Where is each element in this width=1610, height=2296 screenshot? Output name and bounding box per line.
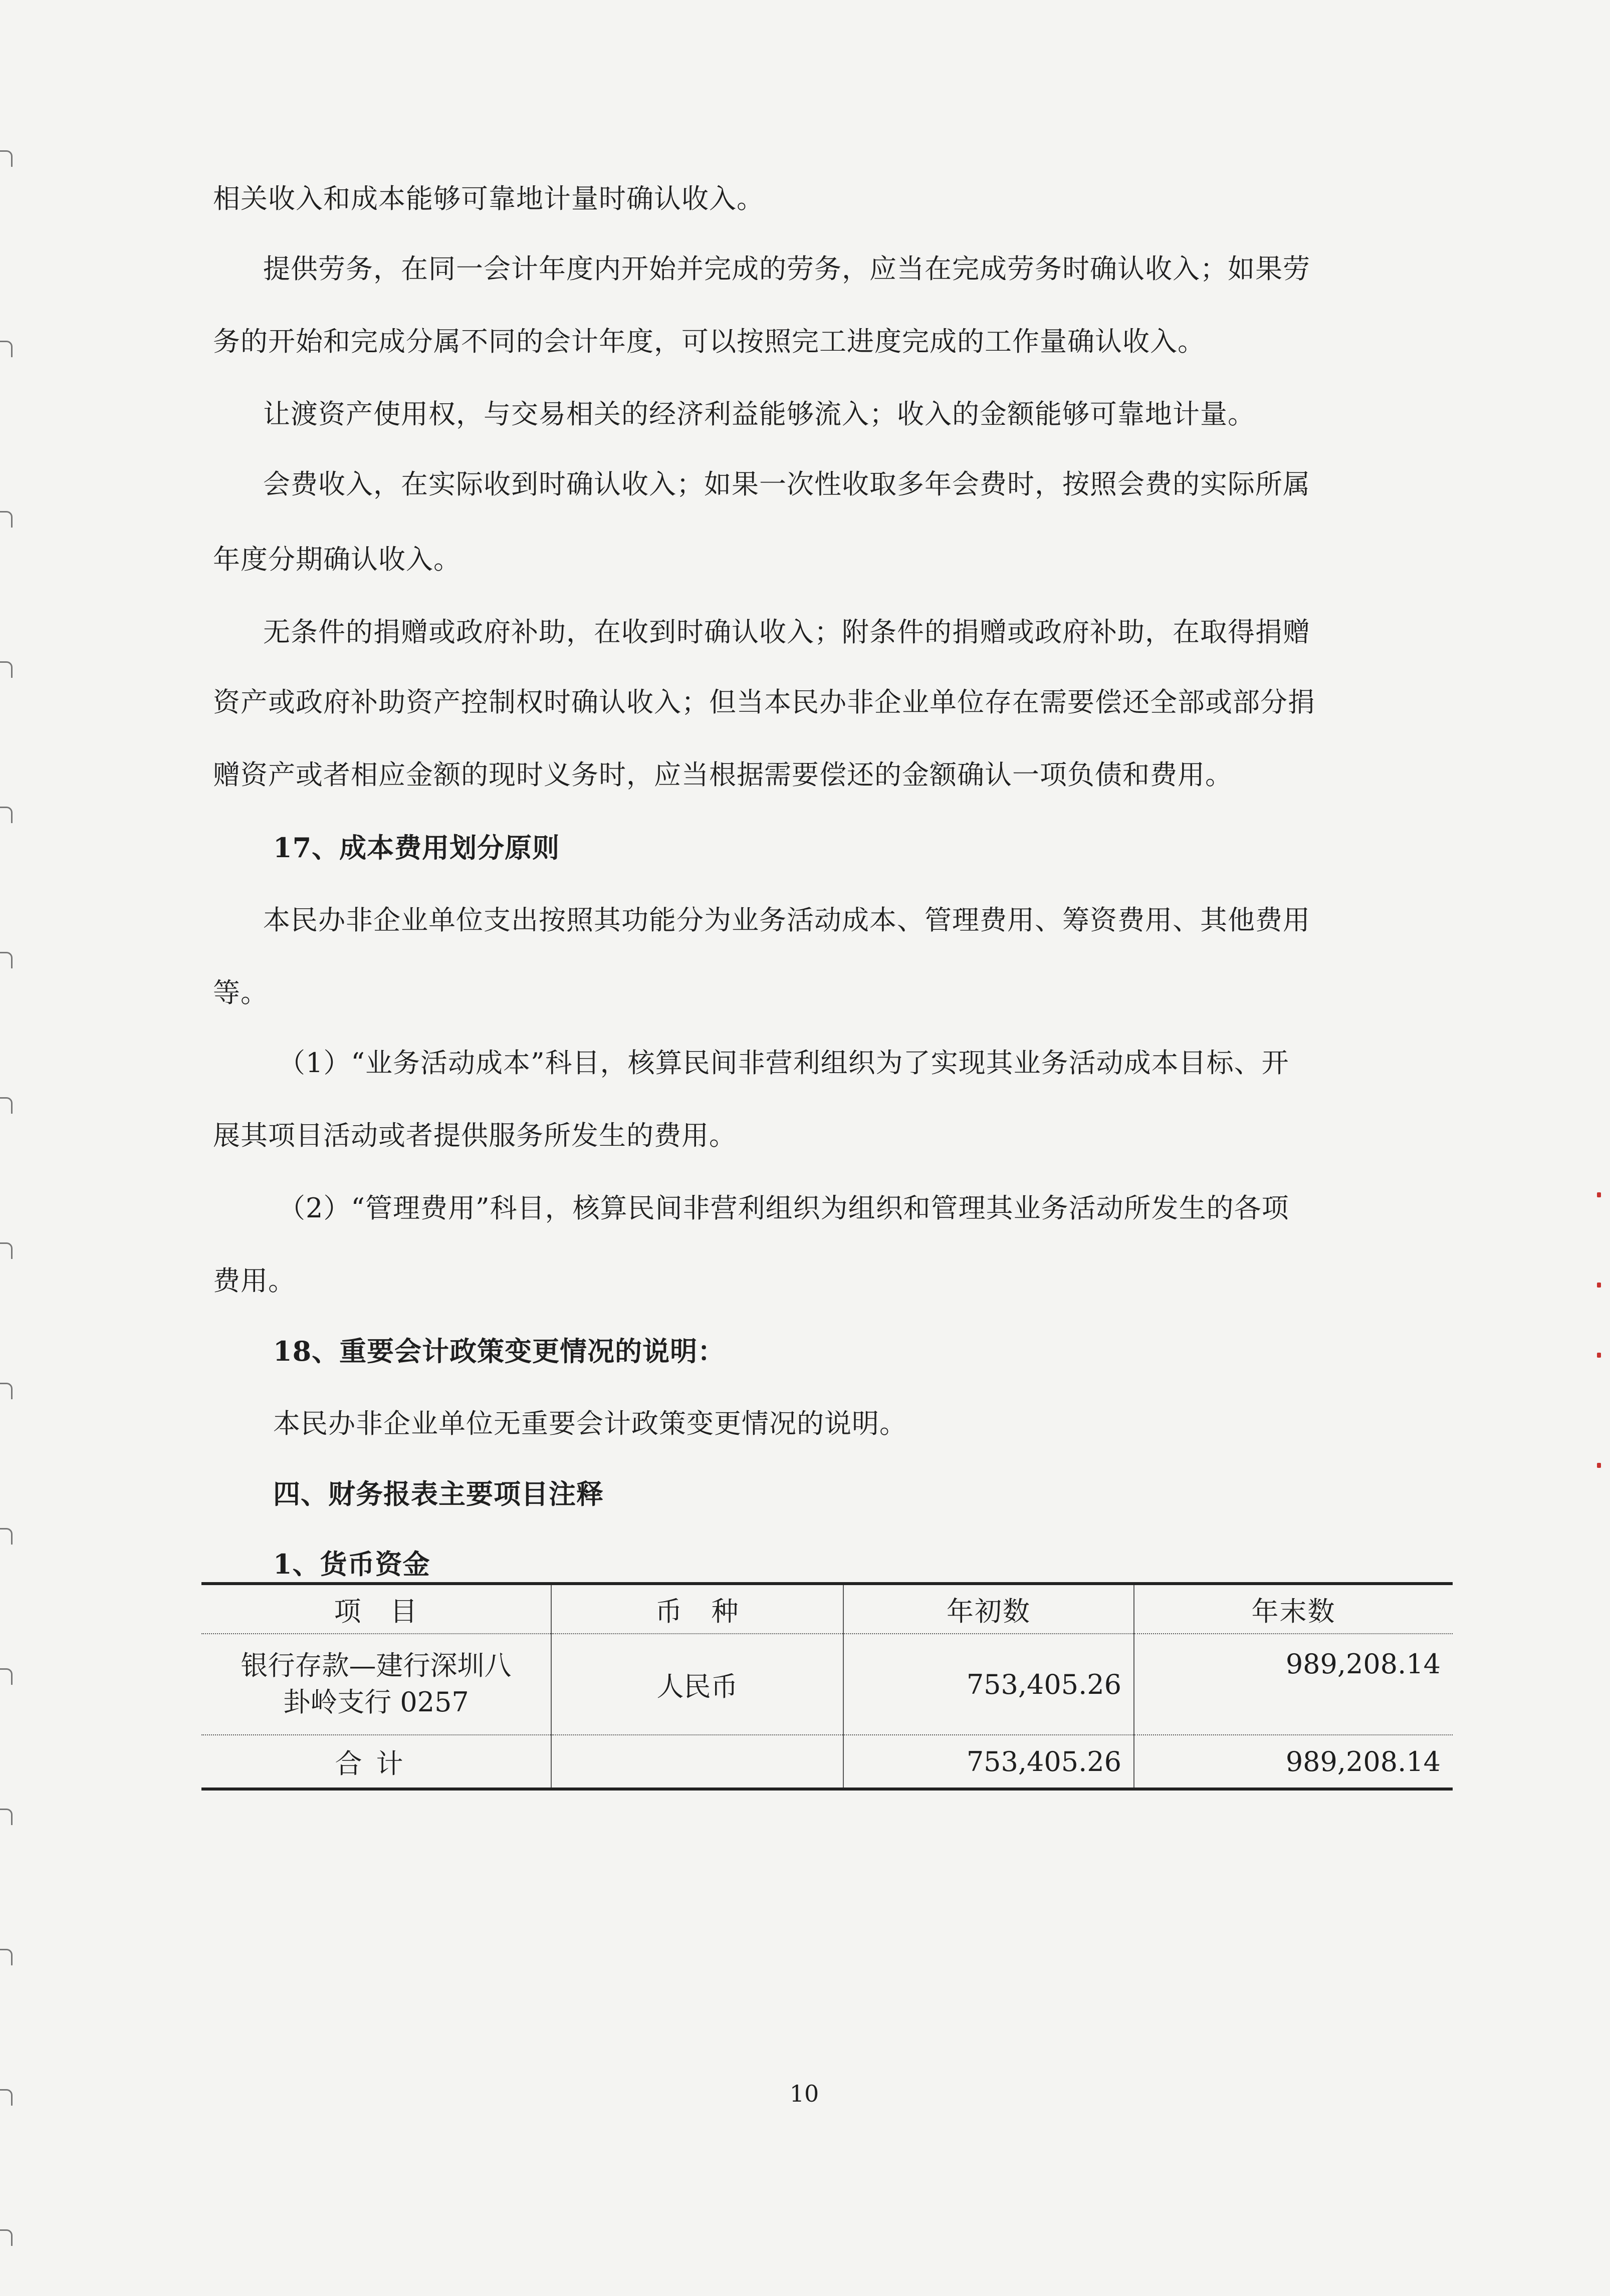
page-number: 10 [789,2080,819,2107]
cell-end: 989,208.14 [1134,1634,1453,1735]
paragraph-line: 提供劳务，在同一会计年度内开始并完成的劳务，应当在完成劳务时确认收入；如果劳 [263,253,1310,285]
section-heading: 1、货币资金 [273,1548,430,1580]
total-label: 合计 [201,1735,551,1789]
table-total-row [201,1735,1453,1789]
paragraph-line: 让渡资产使用权，与交易相关的经济利益能够流入；收入的金额能够可靠地计量。 [263,398,1255,430]
paragraph-line: 赠资产或者相应金额的现时义务时，应当根据需要偿还的金额确认一项负债和费用。 [213,759,1233,791]
paragraph-line: 展其项目活动或者提供服务所发生的费用。 [213,1120,737,1151]
binding-holes [0,0,15,2296]
cell-item-line: 卦岭支行 0257 [283,1686,469,1718]
red-seal-edge [1597,1283,1601,1288]
table-header-row [201,1584,1453,1634]
header-item: 项 目 [201,1584,551,1634]
total-begin: 753,405.26 [843,1735,1134,1789]
paragraph-line: 本民办非企业单位无重要会计政策变更情况的说明。 [273,1408,907,1439]
paragraph-line: 资产或政府补助资产控制权时确认收入；但当本民办非企业单位存在需要偿还全部或部分捐 [213,686,1315,718]
table-row [201,1634,1453,1735]
paragraph-line: 年度分期确认收入。 [213,544,461,575]
paragraph-line: 等。 [213,977,268,1008]
section-heading: 四、财务报表主要项目注释 [273,1478,604,1510]
header-begin: 年初数 [843,1584,1134,1634]
cell-begin: 753,405.26 [843,1634,1134,1735]
header-currency: 币 种 [551,1584,843,1634]
section-heading: 18、重要会计政策变更情况的说明： [273,1335,726,1367]
paragraph-line: 本民办非企业单位支出按照其功能分为业务活动成本、管理费用、筹资费用、其他费用 [263,904,1310,936]
total-currency [551,1735,843,1789]
red-seal-edge [1597,1192,1601,1197]
paragraph-line: 无条件的捐赠或政府补助，在收到时确认收入；附条件的捐赠或政府补助，在取得捐赠 [263,616,1310,648]
paragraph-line: 会费收入，在实际收到时确认收入；如果一次性收取多年会费时，按照会费的实际所属 [263,468,1310,500]
cell-item [201,1634,551,1735]
paragraph-line: （1）“业务活动成本”科目，核算民间非营利组织为了实现其业务活动成本目标、开 [278,1047,1289,1079]
cell-currency: 人民币 [551,1634,843,1735]
header-end: 年末数 [1134,1584,1453,1634]
total-end: 989,208.14 [1134,1735,1453,1789]
cash-table [201,1582,1453,1791]
section-heading: 17、成本费用划分原则 [273,832,560,864]
paragraph-line: 费用。 [213,1265,296,1297]
paragraph-line: 相关收入和成本能够可靠地计量时确认收入。 [213,183,764,214]
paragraph-line: 务的开始和完成分属不同的会计年度，可以按照完工进度完成的工作量确认收入。 [213,326,1205,357]
paragraph-line: （2）“管理费用”科目，核算民间非营利组织为组织和管理其业务活动所发生的各项 [278,1192,1289,1224]
cell-item-line: 银行存款—建行深圳八 [241,1650,512,1682]
red-seal-edge [1597,1353,1601,1358]
red-seal-edge [1597,1463,1601,1468]
